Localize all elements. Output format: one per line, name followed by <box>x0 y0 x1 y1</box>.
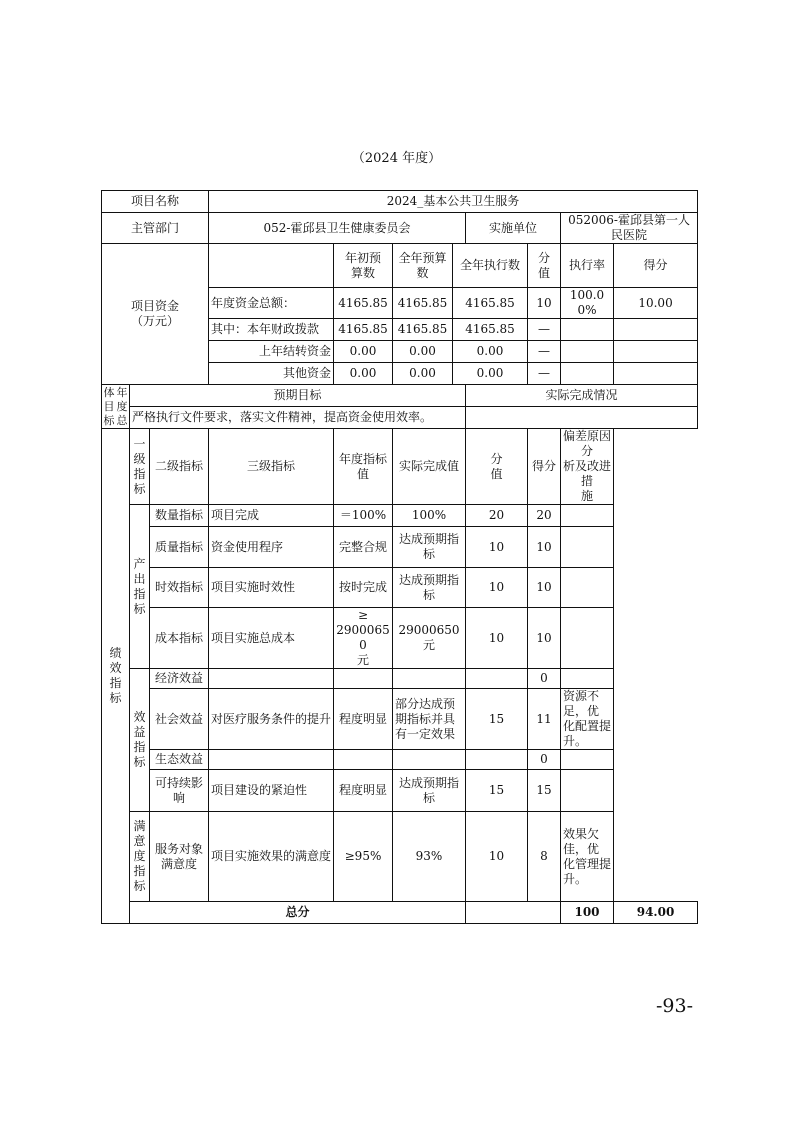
col-weight-header: 分 值 <box>528 244 561 288</box>
funds-initial: 4165.85 <box>334 288 393 319</box>
col-rate-header: 执行率 <box>561 244 614 288</box>
funds-score: 10.00 <box>614 288 698 319</box>
score: 10 <box>528 608 561 669</box>
weight: 15 <box>466 770 528 812</box>
level3: 项目完成 <box>209 505 334 527</box>
actual: 达成预期指 标 <box>393 568 466 608</box>
actual: 达成预期指 标 <box>393 770 466 812</box>
level2-header: 二级指标 <box>150 429 209 505</box>
indicator-row <box>102 770 698 812</box>
funds-row-label: 其他资金 <box>209 363 334 385</box>
target: 完整合规 <box>334 527 393 568</box>
actual: 100% <box>393 505 466 527</box>
level2: 数量指标 <box>150 505 209 527</box>
score: 0 <box>528 669 561 689</box>
satisfaction-indicators-label: 满 意 度 指 标 <box>130 812 150 902</box>
reason <box>561 750 614 770</box>
target: 按时完成 <box>334 568 393 608</box>
funds-exec: 4165.85 <box>453 288 528 319</box>
funds-initial: 0.00 <box>334 341 393 363</box>
level3: 项目实施时效性 <box>209 568 334 608</box>
funds-row-label: 年度资金总额： <box>209 288 334 319</box>
level2: 可持续影 响 <box>150 770 209 812</box>
level2: 服务对象 满意度 <box>150 812 209 902</box>
score-header: 得分 <box>528 429 561 505</box>
indicator-header-row <box>102 429 698 505</box>
target: ≥95% <box>334 812 393 902</box>
funds-initial: 0.00 <box>334 363 393 385</box>
weight: 15 <box>466 689 528 750</box>
funds-weight: — <box>528 341 561 363</box>
level2: 时效指标 <box>150 568 209 608</box>
funds-exec: 4165.85 <box>453 319 528 341</box>
reason: 资源不足，优 化配置提升。 <box>561 689 614 750</box>
funds-rate <box>561 363 614 385</box>
reason <box>561 608 614 669</box>
goals-header-row <box>102 385 698 407</box>
weight: 10 <box>466 527 528 568</box>
funds-exec: 0.00 <box>453 341 528 363</box>
weight <box>466 669 528 689</box>
indicator-row <box>102 505 698 527</box>
target: 程度明显 <box>334 770 393 812</box>
score: 8 <box>528 812 561 902</box>
actual-header: 实际完成值 <box>393 429 466 505</box>
indicator-row <box>102 527 698 568</box>
reason: 效果欠佳，优 化管理提升。 <box>561 812 614 902</box>
reason <box>561 770 614 812</box>
funds-rate: 100.00% <box>561 288 614 319</box>
funds-exec: 0.00 <box>453 363 528 385</box>
total-score: 94.00 <box>614 902 698 924</box>
impl-label: 实施单位 <box>466 213 561 244</box>
actual-goal <box>466 407 698 429</box>
goals-label-b: 体 目 标 <box>103 385 115 427</box>
actual: 29000650 元 <box>393 608 466 669</box>
score: 11 <box>528 689 561 750</box>
col-exec-header: 全年执行数 <box>453 244 528 288</box>
level2: 社会效益 <box>150 689 209 750</box>
reason-header: 偏差原因分 析及改进措 施 <box>561 429 614 505</box>
performance-table <box>101 190 698 924</box>
target: 程度明显 <box>334 689 393 750</box>
reason <box>561 568 614 608</box>
target-header: 年度指标 值 <box>334 429 393 505</box>
level2: 质量指标 <box>150 527 209 568</box>
level3: 项目实施总成本 <box>209 608 334 669</box>
level3 <box>209 750 334 770</box>
target: ≥ 29000650 元 <box>334 608 393 669</box>
funds-full: 4165.85 <box>393 319 453 341</box>
level3 <box>209 669 334 689</box>
page-number: -93- <box>655 995 693 1017</box>
target <box>334 669 393 689</box>
performance-indicators-label: 绩 效 指 标 <box>102 429 130 924</box>
indicator-row <box>102 608 698 669</box>
indicator-row <box>102 669 698 689</box>
col-score-header: 得分 <box>614 244 698 288</box>
weight: 10 <box>466 568 528 608</box>
funds-initial: 4165.85 <box>334 319 393 341</box>
actual: 达成预期指 标 <box>393 527 466 568</box>
funds-full: 4165.85 <box>393 288 453 319</box>
expected-goal: 严格执行文件要求，落实文件精神，提高资金使用效率。 <box>130 407 466 429</box>
indicator-row <box>102 568 698 608</box>
weight-header: 分 值 <box>466 429 528 505</box>
funds-weight: — <box>528 319 561 341</box>
project-name-value: 2024_基本公共卫生服务 <box>209 191 698 213</box>
actual <box>393 750 466 770</box>
score: 15 <box>528 770 561 812</box>
level3: 对医疗服务条件的提升 <box>209 689 334 750</box>
funds-row-label: 其中：本年财政拨款 <box>209 319 334 341</box>
funds-row-label: 上年结转资金 <box>209 341 334 363</box>
impl-value: 052006-霍邱县第一人民医院 <box>561 213 698 244</box>
reason <box>561 669 614 689</box>
actual: 93% <box>393 812 466 902</box>
weight: 20 <box>466 505 528 527</box>
target <box>334 750 393 770</box>
level3: 项目建设的紧迫性 <box>209 770 334 812</box>
dept-label: 主管部门 <box>102 213 209 244</box>
col-full-header: 全年预算 数 <box>393 244 453 288</box>
actual <box>393 669 466 689</box>
level2: 经济效益 <box>150 669 209 689</box>
level2: 生态效益 <box>150 750 209 770</box>
dept-value: 052-霍邱县卫生健康委员会 <box>209 213 466 244</box>
actual-goal-header: 实际完成情况 <box>466 385 698 407</box>
funds-header-row <box>102 244 698 288</box>
level2: 成本指标 <box>150 608 209 669</box>
funds-score <box>614 341 698 363</box>
indicator-row <box>102 689 698 750</box>
indicator-row <box>102 750 698 770</box>
project-name-label: 项目名称 <box>102 191 209 213</box>
level1-header: 一 级 指 标 <box>130 429 150 505</box>
level3: 项目实施效果的满意度 <box>209 812 334 902</box>
score: 0 <box>528 750 561 770</box>
goals-row <box>102 407 698 429</box>
goals-label <box>102 385 130 429</box>
total-weight: 100 <box>561 902 614 924</box>
funds-score <box>614 363 698 385</box>
benefit-indicators-label: 效 益 指 标 <box>130 669 150 812</box>
funds-rate <box>561 341 614 363</box>
weight: 10 <box>466 608 528 669</box>
indicator-row <box>102 812 698 902</box>
funds-full: 0.00 <box>393 341 453 363</box>
weight: 10 <box>466 812 528 902</box>
funds-rate <box>561 319 614 341</box>
score: 10 <box>528 527 561 568</box>
total-row <box>102 902 698 924</box>
project-name-row <box>102 191 698 213</box>
score: 10 <box>528 568 561 608</box>
funds-full: 0.00 <box>393 363 453 385</box>
weight <box>466 750 528 770</box>
level3-header: 三级指标 <box>209 429 334 505</box>
reason <box>561 527 614 568</box>
funds-weight: 10 <box>528 288 561 319</box>
col-initial-header: 年初预 算数 <box>334 244 393 288</box>
target: ＝100% <box>334 505 393 527</box>
funds-label: 项目资金 （万元） <box>102 244 209 385</box>
year-label: （2024 年度） <box>351 151 442 166</box>
score: 20 <box>528 505 561 527</box>
level3: 资金使用程序 <box>209 527 334 568</box>
total-blank <box>466 902 561 924</box>
goals-label-a: 年 度 总 <box>116 385 128 427</box>
funds-weight: — <box>528 363 561 385</box>
actual: 部分达成预 期指标并具 有一定效果 <box>393 689 466 750</box>
department-row <box>102 213 698 244</box>
reason <box>561 505 614 527</box>
funds-score <box>614 319 698 341</box>
total-label: 总分 <box>130 902 466 924</box>
funds-blank-header <box>209 244 334 288</box>
output-indicators-label: 产 出 指 标 <box>130 505 150 669</box>
expected-goal-header: 预期目标 <box>130 385 466 407</box>
